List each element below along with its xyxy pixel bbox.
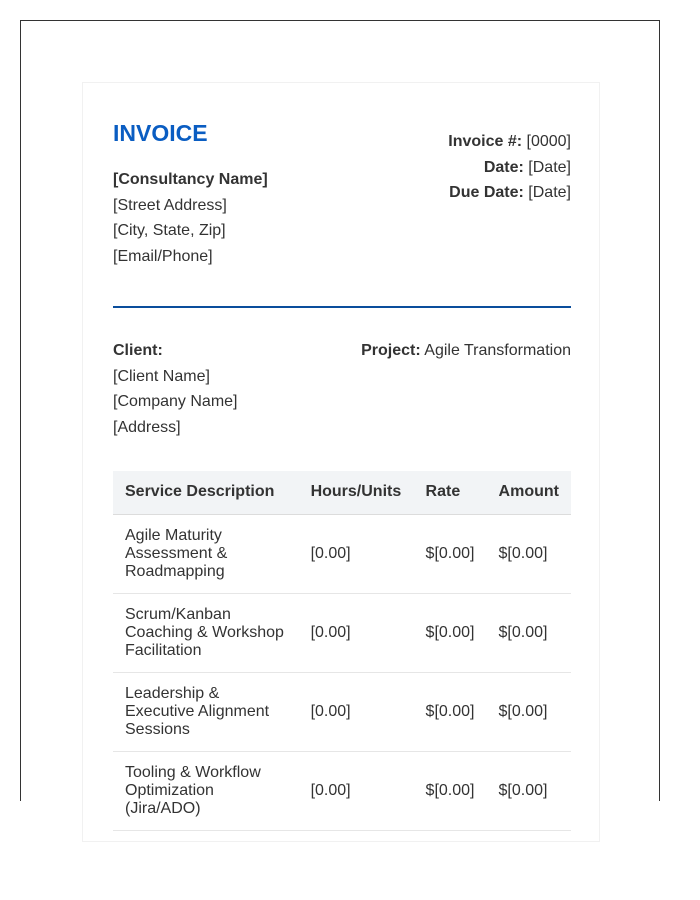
table-row xyxy=(113,751,571,830)
client-info xyxy=(113,338,238,440)
table-row xyxy=(113,593,571,672)
header-rate: Rate xyxy=(414,471,487,514)
service-hours: [0.00] xyxy=(299,514,414,593)
invoice-meta xyxy=(448,129,571,206)
invoice-title: INVOICE xyxy=(113,120,208,146)
table-row xyxy=(113,672,571,751)
service-description: Agile Maturity Assessment & Roadmapping xyxy=(113,514,299,593)
service-rate: $[0.00] xyxy=(414,672,487,751)
header-service-description: Service Description xyxy=(113,471,299,514)
service-hours: [0.00] xyxy=(299,751,414,830)
services-table xyxy=(113,471,571,831)
consultancy-city: [City, State, Zip] xyxy=(113,222,226,239)
service-amount: $[0.00] xyxy=(487,514,571,593)
service-rate: $[0.00] xyxy=(414,514,487,593)
consultancy-name: [Consultancy Name] xyxy=(113,171,268,188)
invoice-due-label: Due Date: xyxy=(449,184,524,201)
service-hours: [0.00] xyxy=(299,593,414,672)
client-company: [Company Name] xyxy=(113,393,238,410)
service-description: Leadership & Executive Alignment Sessions xyxy=(113,672,299,751)
invoice-number-line xyxy=(448,129,571,155)
header-amount: Amount xyxy=(487,471,571,514)
consultancy-street: [Street Address] xyxy=(113,196,227,214)
project-value: Agile Transformation xyxy=(420,342,571,359)
invoice-date-line xyxy=(448,155,571,181)
invoice-sheet xyxy=(82,82,600,842)
consultancy-contact: [Email/Phone] xyxy=(113,247,213,265)
header-hours-units: Hours/Units xyxy=(299,471,414,514)
invoice-date-label: Date: xyxy=(483,158,524,176)
service-description: Scrum/Kanban Coaching & Workshop Facilitation xyxy=(113,593,299,672)
header-divider xyxy=(113,306,571,308)
project-info xyxy=(361,338,571,364)
service-description: Tooling & Workflow Optimization (Jira/ADO) xyxy=(113,751,299,830)
service-amount: $[0.00] xyxy=(487,593,571,672)
client-label: Client: xyxy=(113,342,163,359)
invoice-number-label: Invoice #: xyxy=(448,133,523,150)
invoice-number-value: [0000] xyxy=(522,133,571,150)
service-amount: $[0.00] xyxy=(487,672,571,751)
invoice-due-value: [Date] xyxy=(523,184,571,201)
service-rate: $[0.00] xyxy=(414,751,487,830)
service-amount: $[0.00] xyxy=(487,751,571,830)
invoice-due-line xyxy=(448,180,571,206)
consultancy-info xyxy=(113,167,268,269)
document-viewport xyxy=(20,20,660,817)
client-address: [Address] xyxy=(113,418,181,436)
service-hours: [0.00] xyxy=(299,672,414,751)
service-rate: $[0.00] xyxy=(414,593,487,672)
table-row xyxy=(113,514,571,593)
project-label: Project: xyxy=(361,342,421,359)
invoice-body xyxy=(113,119,571,817)
client-name: [Client Name] xyxy=(113,367,210,385)
invoice-date-value: [Date] xyxy=(523,158,571,176)
table-header-row xyxy=(113,471,571,514)
invoice-header xyxy=(113,119,571,289)
